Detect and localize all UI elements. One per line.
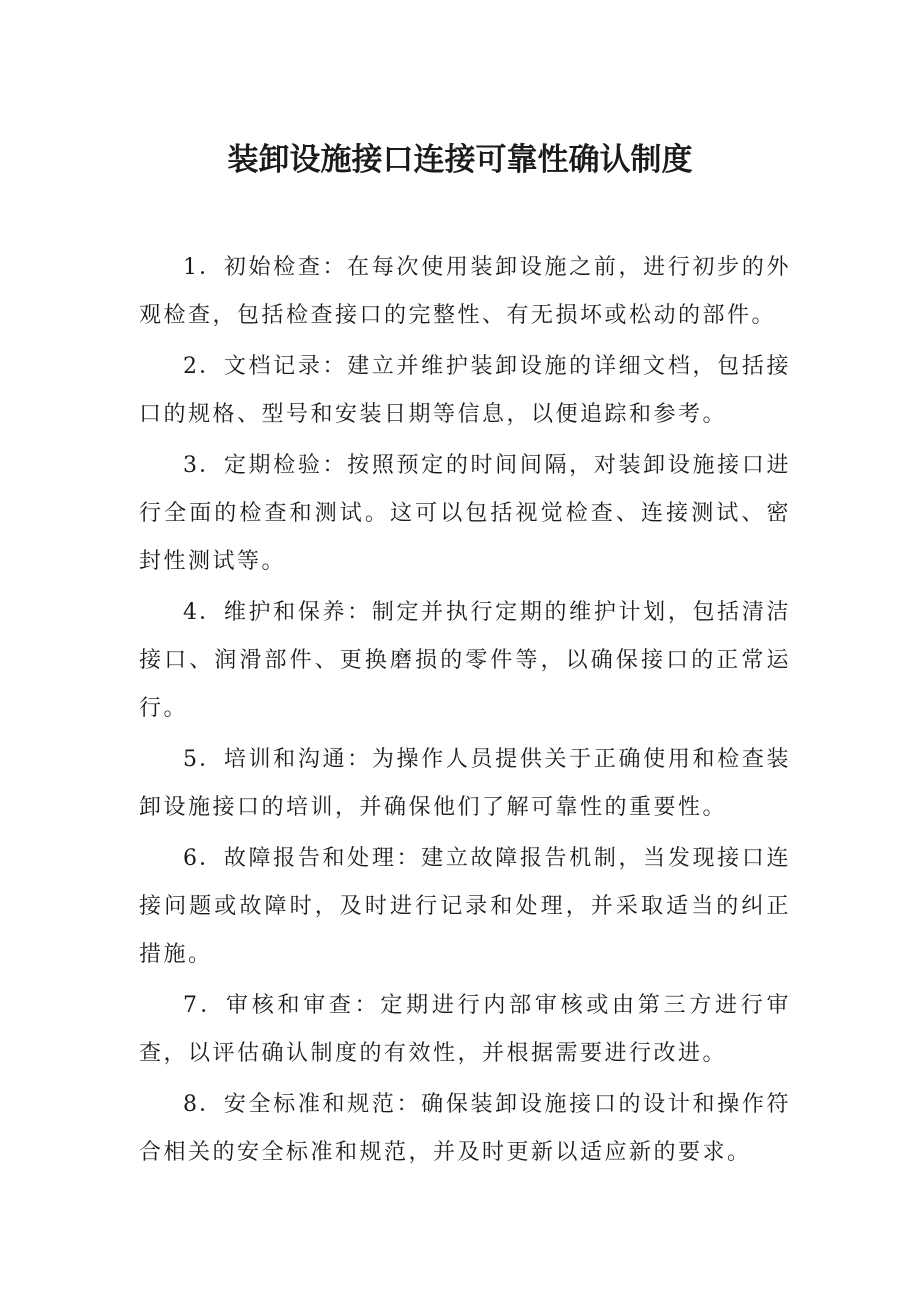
paragraph-4	[139, 589, 791, 733]
paragraph-1	[139, 244, 791, 340]
document-body	[139, 244, 791, 1180]
paragraph-5	[139, 736, 791, 832]
paragraph-2	[139, 343, 791, 439]
paragraph-text: ．审核和审查：定期进行内部审核或由第三方进行审查，以评估确认制度的有效性，并根据需要进行改进。	[139, 993, 791, 1066]
document-title: 装卸设施接口连接可靠性确认制度	[227, 142, 693, 178]
paragraph-7	[139, 982, 791, 1078]
paragraph-text: ．维护和保养：制定并执行定期的维护计划，包括清洁接口、润滑部件、更换磨损的零件等，以确保接口的正常运行。	[139, 600, 791, 721]
paragraph-number: 3	[183, 453, 199, 478]
paragraph-3	[139, 442, 791, 586]
paragraph-8	[139, 1081, 791, 1177]
paragraph-number: 6	[183, 846, 199, 871]
paragraph-text: ．安全标准和规范：确保装卸设施接口的设计和操作符合相关的安全标准和规范，并及时更新以适应新的要求。	[139, 1092, 791, 1165]
paragraph-text: ．初始检查：在每次使用装卸设施之前，进行初步的外观检查，包括检查接口的完整性、有无损坏或松动的部件。	[139, 255, 791, 328]
paragraph-text: ．故障报告和处理：建立故障报告机制，当发现接口连接问题或故障时，及时进行记录和处理，并采取适当的纠正措施。	[139, 846, 791, 967]
paragraph-number: 7	[183, 993, 199, 1018]
paragraph-number: 5	[183, 747, 199, 772]
paragraph-number: 2	[183, 354, 199, 379]
paragraph-6	[139, 835, 791, 979]
paragraph-text: ．培训和沟通：为操作人员提供关于正确使用和检查装卸设施接口的培训，并确保他们了解可靠性的重要性。	[139, 747, 791, 820]
paragraph-text: ．定期检验：按照预定的时间间隔，对装卸设施接口进行全面的检查和测试。这可以包括视觉检查、连接测试、密封性测试等。	[139, 453, 791, 574]
paragraph-number: 4	[183, 600, 199, 625]
paragraph-number: 1	[183, 255, 199, 280]
paragraph-number: 8	[183, 1092, 199, 1117]
paragraph-text: ．文档记录：建立并维护装卸设施的详细文档，包括接口的规格、型号和安装日期等信息，以便追踪和参考。	[139, 354, 791, 427]
